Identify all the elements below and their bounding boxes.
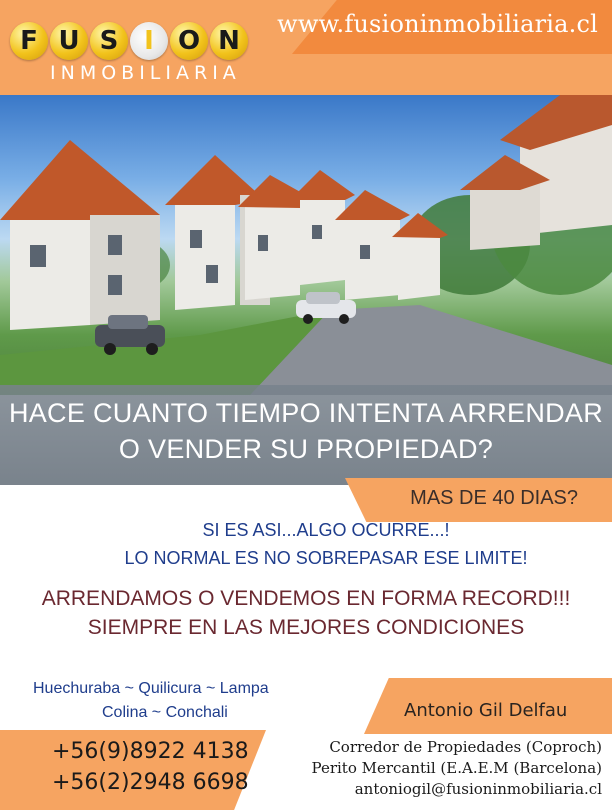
website-url[interactable]: www.fusioninmobiliaria.cl: [277, 10, 598, 38]
logo-swoosh-letter: I: [130, 22, 168, 60]
agent-info: [312, 737, 602, 800]
headline-line-1: HACE CUANTO TIEMPO INTENTA ARRENDAR: [8, 398, 604, 428]
phone-mobile[interactable]: +56(9)8922 4138: [52, 739, 249, 764]
houses-illustration: [0, 95, 612, 395]
question-text: MAS DE 40 DIAS?: [410, 487, 578, 509]
phone-landline[interactable]: +56(2)2948 6698: [52, 770, 249, 795]
headline-line-2: O VENDER SU PROPIEDAD?: [118, 434, 494, 464]
agent-title-2: Perito Mercantil (E.A.E.M (Barcelona): [311, 759, 602, 777]
body-line-3: ARRENDAMOS O VENDEMOS EN FORMA RECORD!!!: [41, 587, 571, 610]
logo-letter: S: [90, 22, 128, 60]
logo-letter: F: [10, 22, 48, 60]
areas-line-1: Huechuraba ~ Quilicura ~ Lampa: [33, 680, 269, 697]
agent-title: Corredor de Propiedades (Coproch): [329, 738, 602, 756]
logo-letter: U: [50, 22, 88, 60]
areas-line-2: Colina ~ Conchali: [102, 704, 228, 721]
logo-subtitle: INMOBILIARIA: [50, 62, 241, 84]
logo-letter: N: [210, 22, 248, 60]
fusion-logo: [10, 22, 260, 92]
body-line-1: SI ES ASI...ALGO OCURRE...!: [202, 520, 450, 540]
agent-email[interactable]: antoniogil@fusioninmobiliaria.cl: [354, 780, 602, 798]
body-line-2: LO NORMAL ES NO SOBREPASAR ESE LIMITE!: [124, 548, 528, 568]
logo-letter: O: [170, 22, 208, 60]
houses-photo: [0, 95, 612, 395]
agent-name: Antonio Gil Delfau: [404, 700, 568, 721]
body-line-4: SIEMPRE EN LAS MEJORES CONDICIONES: [87, 616, 525, 639]
